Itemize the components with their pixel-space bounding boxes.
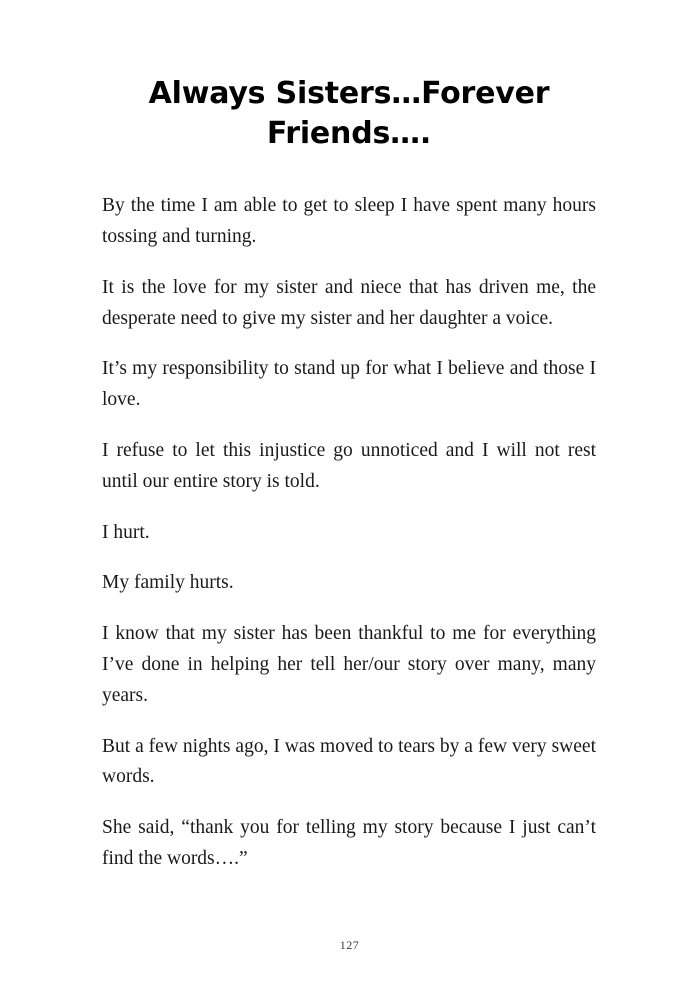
body-paragraph: She said, “thank you for telling my story because I just can’t find the words….” bbox=[102, 817, 596, 869]
body-paragraph: By the time I am able to get to sleep I have spent many hours tossing and turning. bbox=[102, 195, 596, 247]
body-paragraph: I hurt. bbox=[102, 521, 150, 543]
body-paragraph: It’s my responsibility to stand up for what I believe and those I love. bbox=[102, 358, 596, 411]
page-content bbox=[102, 74, 596, 875]
body-paragraph: My family hurts. bbox=[102, 572, 234, 594]
page-number: 127 bbox=[339, 938, 360, 952]
body-paragraph: I refuse to let this injustice go unnoticed and I will not rest until our entire story is told. bbox=[102, 439, 596, 492]
body-paragraph: But a few nights ago, I was moved to tears by a few very sweet words. bbox=[102, 735, 596, 788]
chapter-title: Always Sisters…Forever Friends…. bbox=[148, 76, 550, 151]
body-paragraph: I know that my sister has been thankful to me for everything I’ve done in helping her tell her/our story over many, many years. bbox=[102, 623, 596, 706]
body-paragraph: It is the love for my sister and niece that has driven me, the desperate need to give my sister and her daughter a voice. bbox=[102, 276, 596, 329]
